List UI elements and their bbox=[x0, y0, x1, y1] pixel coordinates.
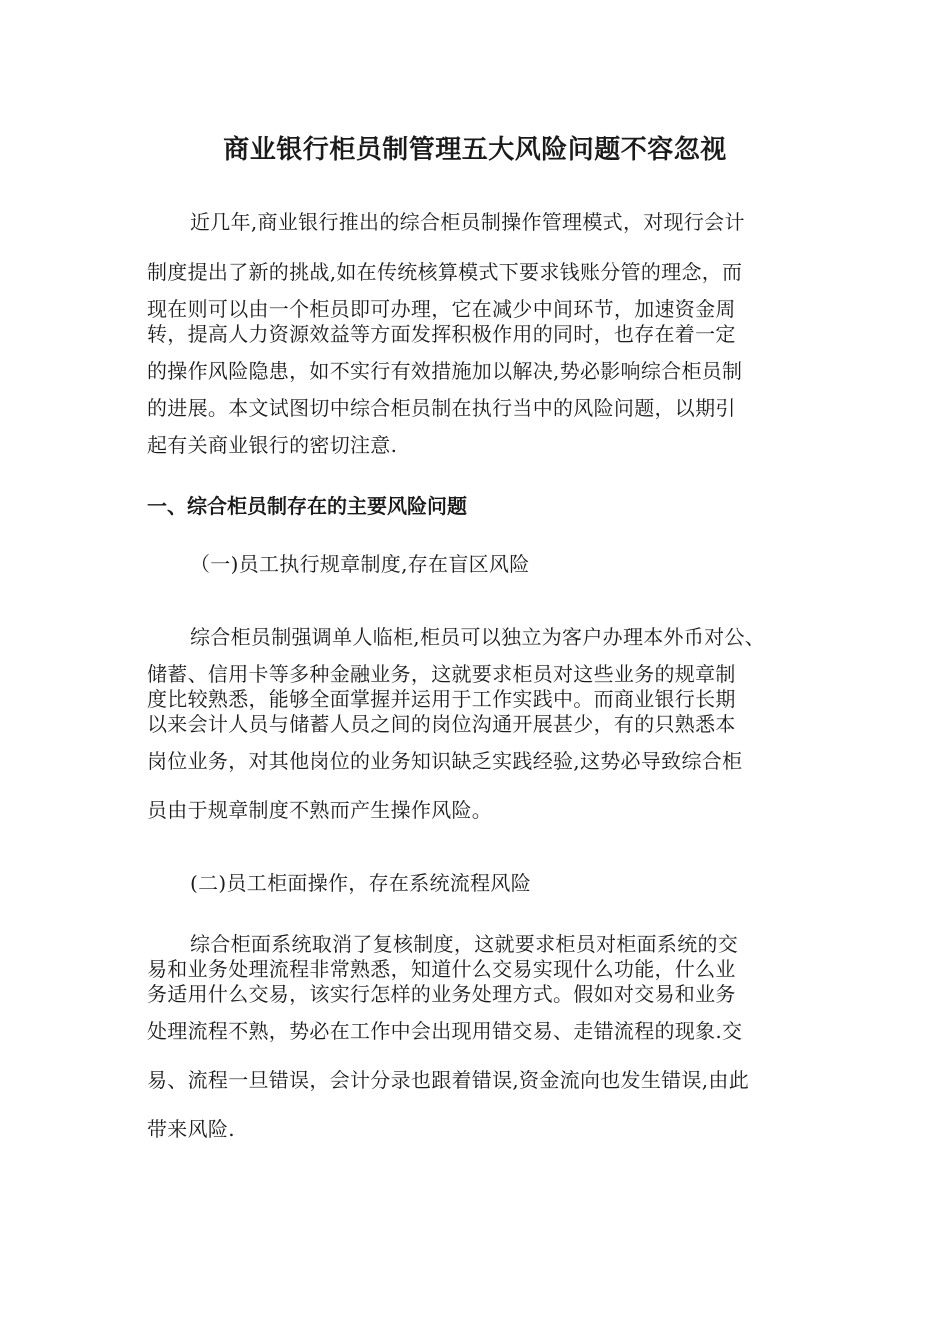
paragraph-line: 处理流程不熟，势必在工作中会出现用错交易、走错流程的现象.交 bbox=[147, 1019, 743, 1043]
intro-line: 起有关商业银行的密切注意. bbox=[147, 433, 398, 457]
intro-line: 近几年,商业银行推出的综合柜员制操作管理模式，对现行会计 bbox=[190, 210, 745, 234]
paragraph-line: 带来风险. bbox=[147, 1117, 235, 1141]
intro-line: 现在则可以由一个柜员即可办理，它在减少中间环节，加速资金周 bbox=[147, 297, 736, 321]
paragraph-line: 员由于规章制度不熟而产生操作风险。 bbox=[147, 798, 493, 822]
intro-line: 制度提出了新的挑战,如在传统核算模式下要求钱账分管的理念，而 bbox=[147, 260, 743, 284]
subsection-heading: (二)员工柜面操作，存在系统流程风险 bbox=[190, 871, 532, 895]
paragraph-line: 度比较熟悉，能够全面掌握并运用于工作实践中。而商业银行长期 bbox=[147, 687, 736, 711]
section-heading: 一、综合柜员制存在的主要风险问题 bbox=[147, 494, 467, 518]
paragraph-line: 岗位业务，对其他岗位的业务知识缺乏实践经验,这势必导致综合柜 bbox=[147, 749, 743, 773]
intro-line: 的操作风险隐患，如不实行有效措施加以解决,势必影响综合柜员制 bbox=[147, 359, 743, 383]
intro-line: 转，提高人力资源效益等方面发挥积极作用的同时，也存在着一定 bbox=[147, 322, 736, 346]
paragraph-line: 综合柜员制强调单人临柜,柜员可以独立为客户办理本外币对公、 bbox=[190, 625, 766, 649]
document-title: 商业银行柜员制管理五大风险问题不容忽视 bbox=[223, 135, 727, 165]
paragraph-line: 易、流程一旦错误，会计分录也跟着错误,资金流向也发生错误,由此 bbox=[147, 1068, 750, 1092]
paragraph-line: 务适用什么交易，该实行怎样的业务处理方式。假如对交易和业务 bbox=[147, 982, 736, 1006]
intro-line: 的进展。本文试图切中综合柜员制在执行当中的风险问题，以期引 bbox=[147, 396, 736, 420]
paragraph-line: 易和业务处理流程非常熟悉，知道什么交易实现什么功能，什么业 bbox=[147, 957, 736, 981]
paragraph-line: 综合柜面系统取消了复核制度，这就要求柜员对柜面系统的交 bbox=[190, 932, 739, 956]
paragraph-line: 以来会计人员与储蓄人员之间的岗位沟通开展甚少，有的只熟悉本 bbox=[147, 712, 736, 736]
subsection-heading: （一)员工执行规章制度,存在盲区风险 bbox=[190, 552, 530, 576]
paragraph-line: 储蓄、信用卡等多种金融业务，这就要求柜员对这些业务的规章制 bbox=[147, 662, 736, 686]
